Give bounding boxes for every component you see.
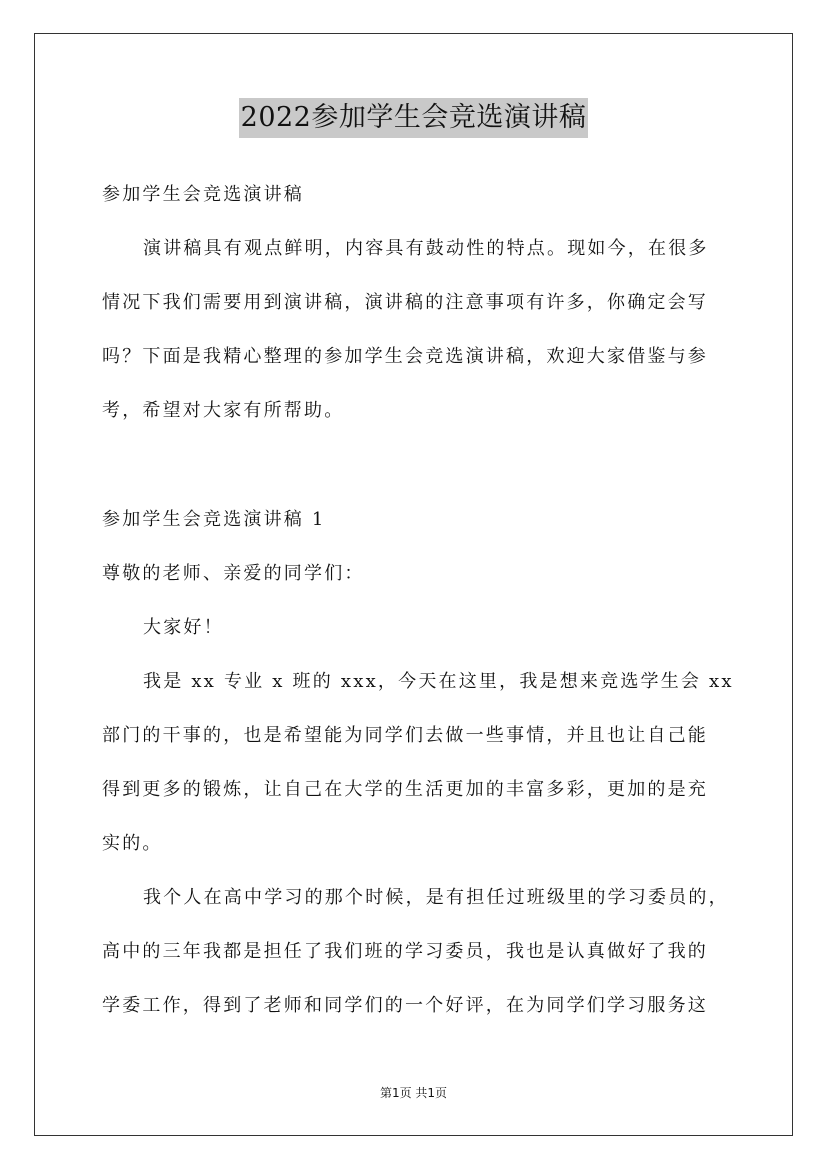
paragraph-line: 我个人在高中学习的那个时候，是有担任过班级里的学习委员的， [143,887,729,908]
paragraph-line: 实的。 [102,833,163,854]
document-title: 2022参加学生会竞选演讲稿 [239,98,589,138]
page-footer: 第1页 共1页 [379,1086,448,1100]
section-heading: 参加学生会竞选演讲稿 [102,184,304,205]
section-heading: 参加学生会竞选演讲稿 1 [102,509,326,530]
paragraph-line: 情况下我们需要用到演讲稿，演讲稿的注意事项有许多，你确定会写 [102,292,708,313]
greeting: 大家好！ [143,617,224,638]
paragraph-line: 吗？下面是我精心整理的参加学生会竞选演讲稿，欢迎大家借鉴与参 [102,346,708,367]
title-container [0,98,827,138]
paragraph-line: 高中的三年我都是担任了我们班的学习委员，我也是认真做好了我的 [102,941,708,962]
salutation: 尊敬的老师、亲爱的同学们： [102,563,365,584]
paragraph-line: 得到更多的锻炼，让自己在大学的生活更加的丰富多彩，更加的是充 [102,779,708,800]
paragraph-line: 我是 xx 专业 x 班的 xxx，今天在这里，我是想来竞选学生会 xx [143,671,734,692]
paragraph-line: 考，希望对大家有所帮助。 [102,400,345,421]
paragraph-line: 演讲稿具有观点鲜明，内容具有鼓动性的特点。现如今，在很多 [143,238,709,259]
paragraph-line: 学委工作，得到了老师和同学们的一个好评，在为同学们学习服务这 [102,995,708,1016]
paragraph-line: 部门的干事的，也是希望能为同学们去做一些事情，并且也让自己能 [102,725,708,746]
